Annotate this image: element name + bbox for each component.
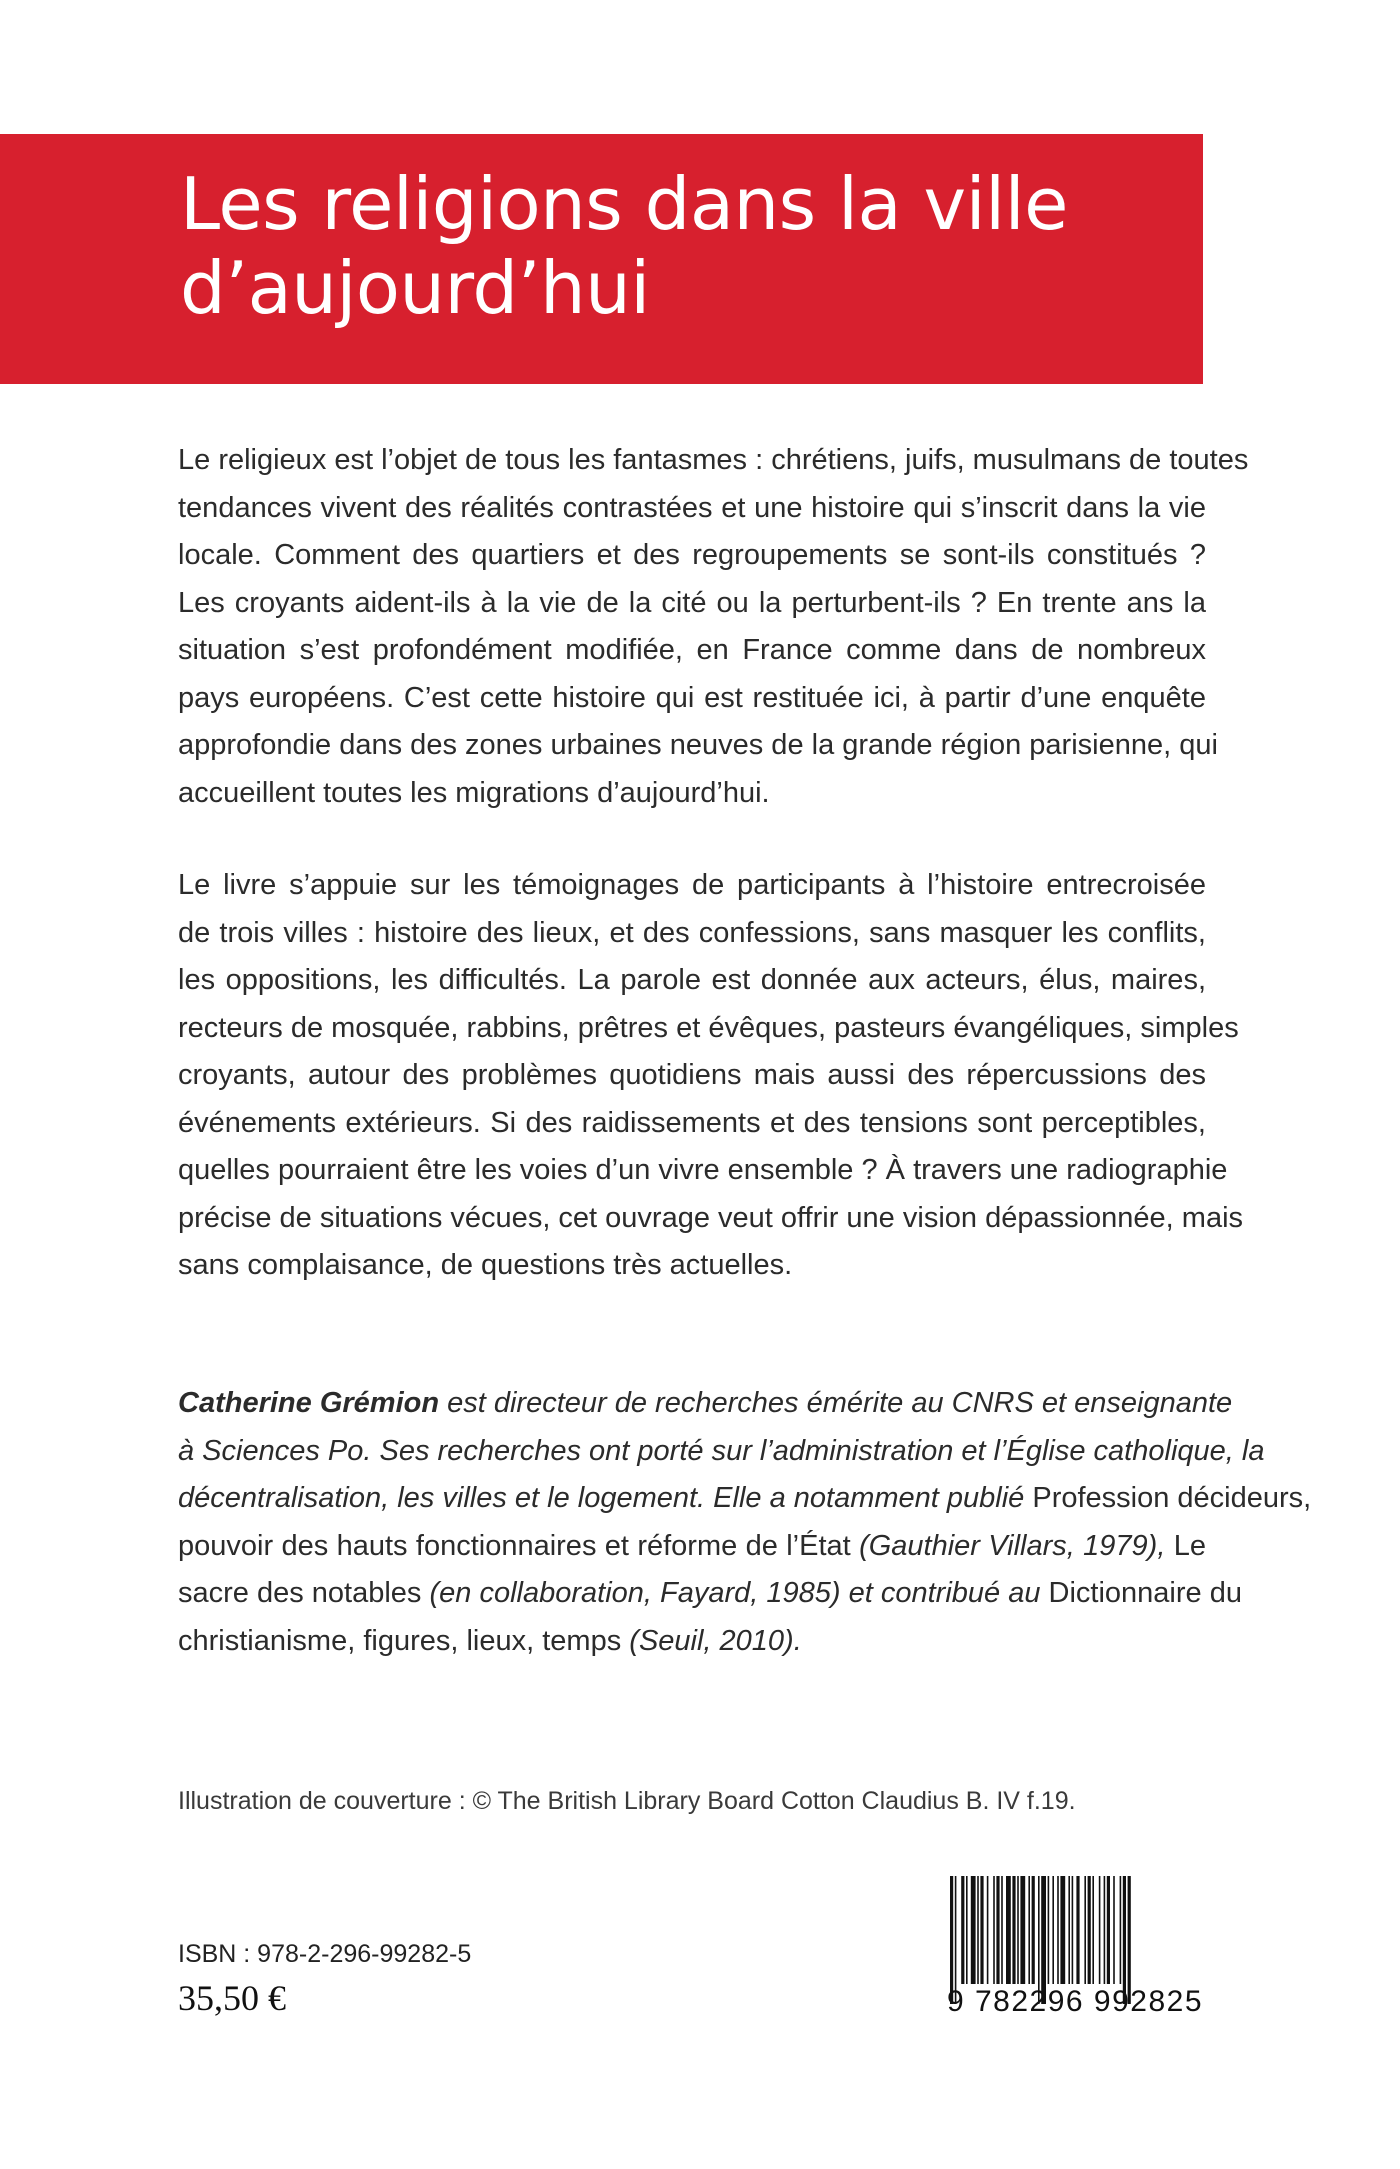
barcode-digits: 9 782296 992825 (946, 1985, 1204, 2018)
bio-text: (Gauthier Villars, 1979), (859, 1529, 1166, 1562)
text-line: recteurs de mosquée, rabbins, prêtres et évêques, pasteurs évangéliques, simples (178, 1011, 1239, 1044)
text-line: croyants, autour des problèmes quotidiens mais aussi des répercussions des (178, 1059, 1206, 1091)
summary-paragraph-1 (178, 437, 1249, 817)
isbn-label: ISBN : 978-2-296-99282-5 (178, 1940, 472, 1968)
bio-line (178, 1523, 1206, 1571)
bio-line (178, 1570, 1242, 1618)
bio-line (178, 1380, 1233, 1428)
book-reference: christianisme, figures, lieux, temps (178, 1624, 630, 1657)
book-reference: pouvoir des hauts fonctionnaires et réforme de l’État (178, 1529, 860, 1562)
bio-line (178, 1618, 1206, 1666)
book-reference: Profession décideurs, (1032, 1482, 1312, 1514)
title-line-1: Les religions dans la ville (180, 162, 1068, 246)
text-line: sans complaisance, de questions très actuelles. (178, 1249, 793, 1281)
text-line: pays européens. C’est cette histoire qui est restituée ici, à partir d’une enquête (178, 681, 1206, 714)
text-line: situation s’est profondément modifiée, en France comme dans de nombreux (178, 634, 1206, 666)
text-line: accueillent toutes les migrations d’aujourd’hui. (178, 776, 770, 809)
book-reference: Dictionnaire du (1040, 1577, 1242, 1609)
summary-paragraph-2 (178, 862, 1244, 1290)
book-reference: Le (1165, 1529, 1207, 1562)
text-line: événements extérieurs. Si des raidissements et des tensions sont perceptibles, (178, 1106, 1206, 1139)
author-name: Catherine Grémion (178, 1387, 440, 1419)
bio-text: est directeur de recherches émérite au CNRS et enseignante (439, 1387, 1233, 1419)
text-line: locale. Comment des quartiers et des regroupements se sont-ils constitués ? (178, 539, 1206, 571)
bio-text: (en collaboration, Fayard, 1985) et contribué au (429, 1577, 1041, 1609)
cover-illustration-credit: Illustration de couverture : © The British Library Board Cotton Claudius B. IV f.19. (178, 1787, 1076, 1815)
text-line: approfondie dans des zones urbaines neuves de la grande région parisienne, qui (178, 729, 1218, 761)
text-line: Le religieux est l’objet de tous les fantasmes : chrétiens, juifs, musulmans de toutes (178, 444, 1249, 476)
text-line: précise de situations vécues, cet ouvrage veut offrir une vision dépassionnée, mais (178, 1201, 1244, 1234)
bio-text: (Seuil, 2010). (629, 1624, 802, 1657)
text-line: Le livre s’appuie sur les témoignages de participants à l’histoire entrecroisée (178, 869, 1206, 901)
bio-text: décentralisation, les villes et le logement. Elle a notamment publié (178, 1482, 1033, 1514)
book-title (180, 162, 1180, 330)
bio-line (178, 1475, 1312, 1523)
text-line: les oppositions, les difficultés. La parole est donnée aux acteurs, élus, maires, (178, 964, 1206, 996)
bio-line: à Sciences Po. Ses recherches ont porté sur l’administration et l’Église catholique, la (178, 1434, 1265, 1467)
book-reference: sacre des notables (178, 1577, 430, 1609)
title-line-2: d’aujourd’hui (180, 246, 650, 330)
text-line: quelles pourraient être les voies d’un vivre ensemble ? À travers une radiographie (178, 1154, 1228, 1186)
author-bio (178, 1380, 1312, 1665)
text-line: de trois villes : histoire des lieux, et des confessions, sans masquer les conflits, (178, 916, 1206, 949)
text-line: Les croyants aident-ils à la vie de la cité ou la perturbent-ils ? En trente ans la (178, 586, 1206, 619)
price-label: 35,50 € (178, 1978, 286, 2018)
text-line: tendances vivent des réalités contrastées et une histoire qui s’inscrit dans la vie (178, 491, 1206, 524)
